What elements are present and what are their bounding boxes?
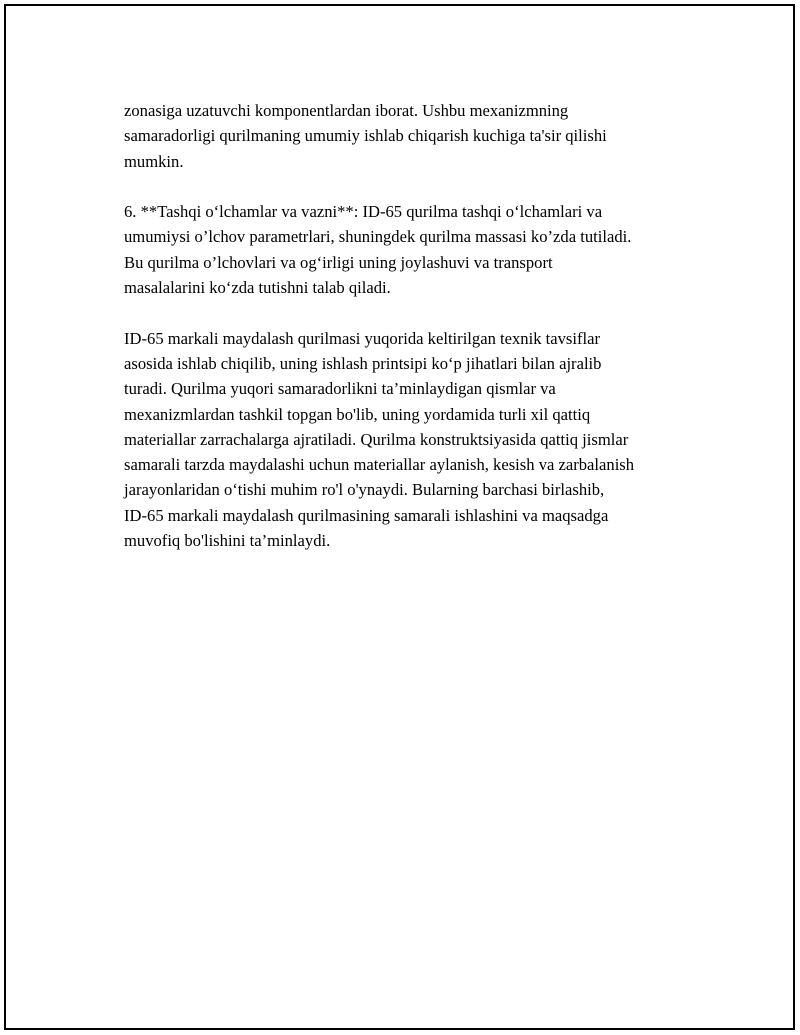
paragraph-dimensions-weight: 6. **Tashqi o‘lchamlar va vazni**: ID-65 qurilma tashqi o‘lchamlari va umumiysi o’lchov parametrlari, shuningdek qurilma massasi ko’zda tutiladi. Bu qurilma o’lchovlari va og‘irligi uning joylashuvi va transport masalalarini ko‘zda tutishni talab qiladi. (124, 202, 632, 298)
document-body (124, 98, 704, 579)
paragraph-mechanism-continuation: zonasiga uzatuvchi komponentlardan iborat. Ushbu mexanizmning samaradorligi qurilmaning umumiy ishlab chiqarish kuchiga ta'sir qilishi mumkin. (124, 101, 607, 171)
paragraph-summary: ID-65 markali maydalash qurilmasi yuqorida keltirilgan texnik tavsiflar asosida ishlab chiqilib, uning ishlash printsipi ko‘p jihatlari bilan ajralib turadi. Qurilma yuqori samaradorlikni ta’minlaydigan qismlar va mexanizmlardan tashkil topgan bo'lib, uning yordamida turli xil qattiq materiallar zarrachalarga ajratiladi. Qurilma konstruktsiyasida qattiq jismlar samarali tarzda maydalashi uchun materiallar aylanish, kesish va zarbalanish jarayonlaridan o‘tishi muhim ro'l o'ynaydi. Bularning barchasi birlashib, ID-65 markali maydalash qurilmasining samarali ishlashini va maqsadga muvofiq bo'lishini ta’minlaydi. (124, 328, 635, 551)
page-frame (4, 4, 795, 1030)
